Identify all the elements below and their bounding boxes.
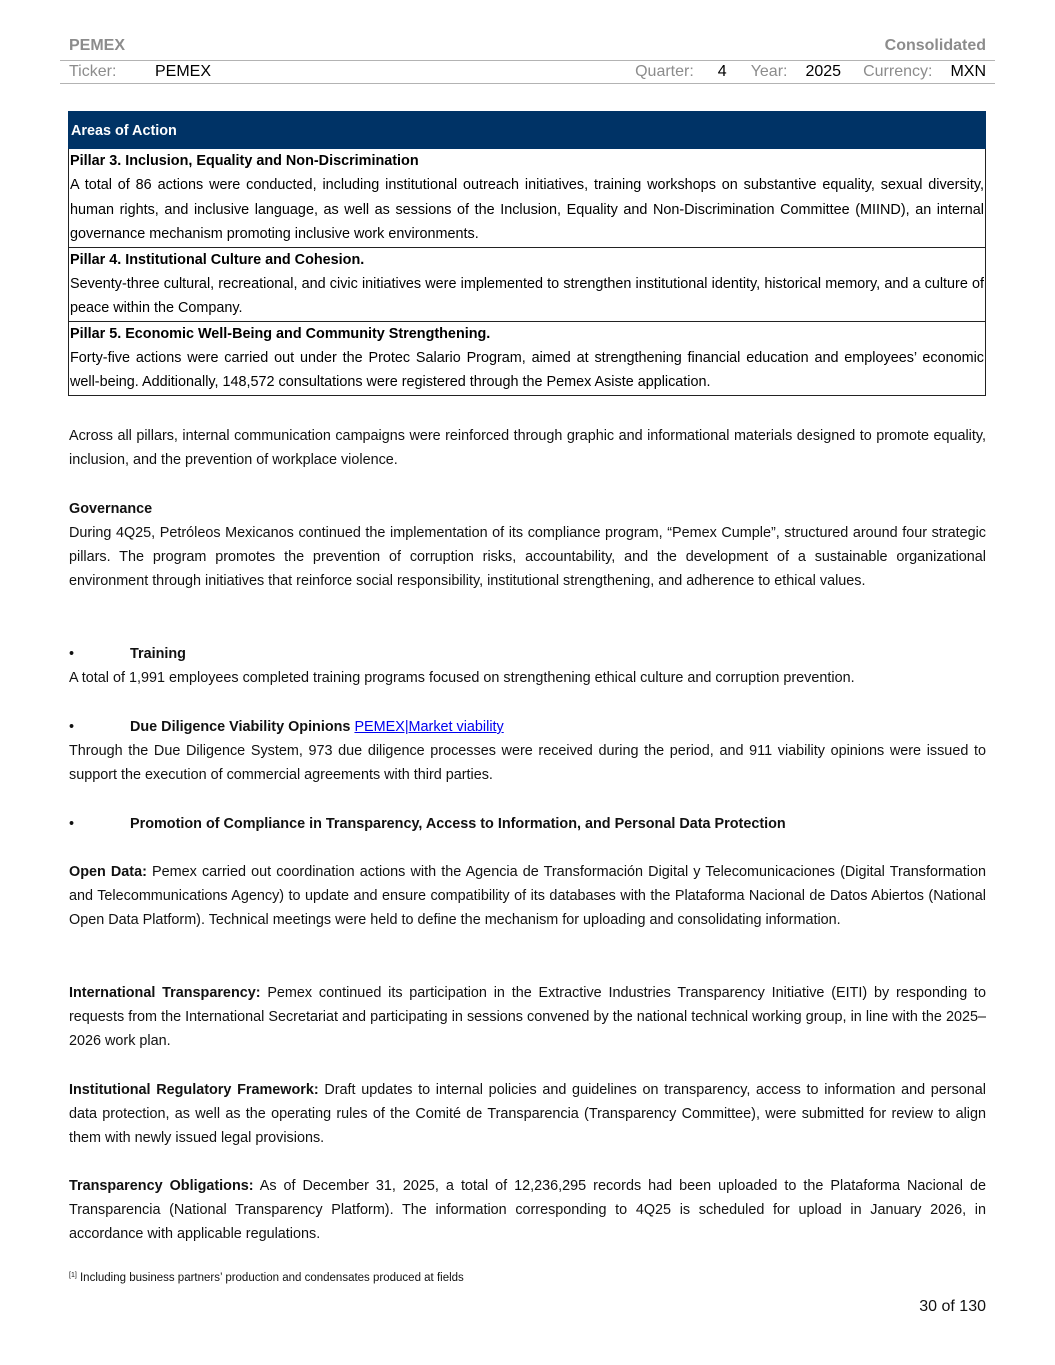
transparency-obligations-paragraph — [69, 1174, 986, 1247]
ticker-value: PEMEX — [155, 63, 212, 80]
footnote-text: Including business partners’ production and condensates produced at fields — [76, 1272, 464, 1284]
bullet-label: Due Diligence Viability Opinions — [130, 719, 351, 735]
pillar-title: Pillar 4. Institutional Culture and Cohesion. — [70, 251, 365, 268]
header-rule-bottom — [60, 83, 995, 84]
bullet-icon: • — [69, 816, 75, 832]
due-diligence-paragraph: Through the Due Diligence System, 973 due diligence processes were received during the period, and 911 viability opinions were issued to support the execution of commercial agreements with third parties. — [69, 743, 986, 784]
areas-of-action-table — [68, 111, 986, 396]
page-number: 30 of 130 — [919, 1298, 986, 1315]
pillar-body: Seventy-three cultural, recreational, and civic initiatives were implemented to strengthen institutional identity, historical memory, and a culture of peace within the Company. — [70, 275, 984, 316]
currency-label: Currency: — [863, 63, 933, 80]
report-meta — [69, 61, 986, 83]
bullet-label-wrap — [130, 715, 504, 739]
table-header: Areas of Action — [68, 111, 986, 149]
training-paragraph: A total of 1,991 employees completed training programs focused on strengthening ethical culture and corruption prevention. — [69, 670, 855, 686]
section-body: As of December 31, 2025, a total of 12,236,295 records had been uploaded to the Plataforma Nacional de Transparencia (National Transparency Platform). The information corresponding to 4Q25 is scheduled for upload in January 2026, in accordance with applicable regulations. — [69, 1178, 986, 1243]
across-pillars-paragraph: Across all pillars, internal communication campaigns were reinforced through graphic and informational materials designed to promote equality, inclusion, and the prevention of workplace violence. — [69, 428, 986, 469]
section-label: International Transparency: — [69, 985, 261, 1001]
year-value: 2025 — [805, 63, 842, 80]
international-transparency-paragraph — [69, 981, 986, 1054]
governance-heading: Governance — [69, 501, 153, 517]
ticker-label: Ticker: — [69, 63, 117, 80]
pillar-body: A total of 86 actions were conducted, including institutional outreach initiatives, training workshops on substantive equality, sexual diversity, human rights, and inclusive language, as well as sessions of the Inclusion, Equality and Non-Discrimination Committee (MIIND), an internal governance mechanism promoting inclusive work environments. — [70, 177, 984, 242]
table-row — [68, 248, 986, 322]
bullet-label: Promotion of Compliance in Transparency, Access to Information, and Personal Data Protection — [130, 816, 786, 832]
section-body: Draft updates to internal policies and guidelines on transparency, access to information and personal data protection, as well as the operating rules of the Comité de Transparencia (Transparency Committee), were submitted for review to align them with newly issued legal provisions. — [69, 1082, 986, 1147]
section-label: Institutional Regulatory Framework: — [69, 1082, 319, 1098]
bullet-icon: • — [69, 719, 75, 735]
table-row — [68, 149, 986, 248]
pillar-title: Pillar 5. Economic Well-Being and Community Strengthening. — [70, 325, 491, 342]
footnote — [69, 1272, 464, 1284]
currency-value: MXN — [950, 63, 986, 80]
section-label: Open Data: — [69, 864, 147, 880]
report-type: Consolidated — [884, 37, 986, 54]
regulatory-framework-paragraph — [69, 1078, 986, 1151]
market-viability-link[interactable]: PEMEX|Market viability — [354, 719, 504, 735]
footnote-marker: [1] — [69, 1272, 77, 1279]
open-data-paragraph — [69, 860, 986, 933]
section-body: Pemex carried out coordination actions with the Agencia de Transformación Digital y Telecomunicaciones (Digital Transformation and Telecommunications Agency) to update and ensure compatibility of its databases with the Plataforma Nacional de Datos Abiertos (National Open Data Platform). Technical meetings were held to define the mechanism for uploading and consolidating information. — [69, 864, 986, 929]
section-body: Pemex continued its participation in the Extractive Industries Transparency Initiative (EITI) by responding to requests from the International Secretariat and participating in sessions convened by the national technical working group, in line with the 2025–2026 work plan. — [69, 985, 986, 1050]
quarter-label: Quarter: — [635, 63, 694, 80]
section-label: Transparency Obligations: — [69, 1178, 254, 1194]
bullet-icon: • — [69, 646, 75, 662]
pillar-body: Forty-five actions were carried out under the Protec Salario Program, aimed at strengthening financial education and employees’ economic well-being. Additionally, 148,572 consultations were registered through the Pemex Asiste application. — [70, 349, 984, 390]
company-name: PEMEX — [69, 37, 126, 54]
year-label: Year: — [750, 63, 788, 80]
quarter-value: 4 — [717, 63, 727, 80]
governance-paragraph: During 4Q25, Petróleos Mexicanos continued the implementation of its compliance program, “Pemex Cumple”, structured around four strategic pillars. The program promotes the prevention of corruption risks, accountability, and the development of a sustainable organizational environment through initiatives that reinforce social responsibility, institutional strengthening, and adherence to ethical values. — [69, 525, 986, 590]
bullet-label: Training — [130, 646, 186, 662]
pillar-title: Pillar 3. Inclusion, Equality and Non-Discrimination — [70, 153, 419, 169]
report-header — [69, 37, 986, 59]
table-row — [68, 322, 986, 396]
